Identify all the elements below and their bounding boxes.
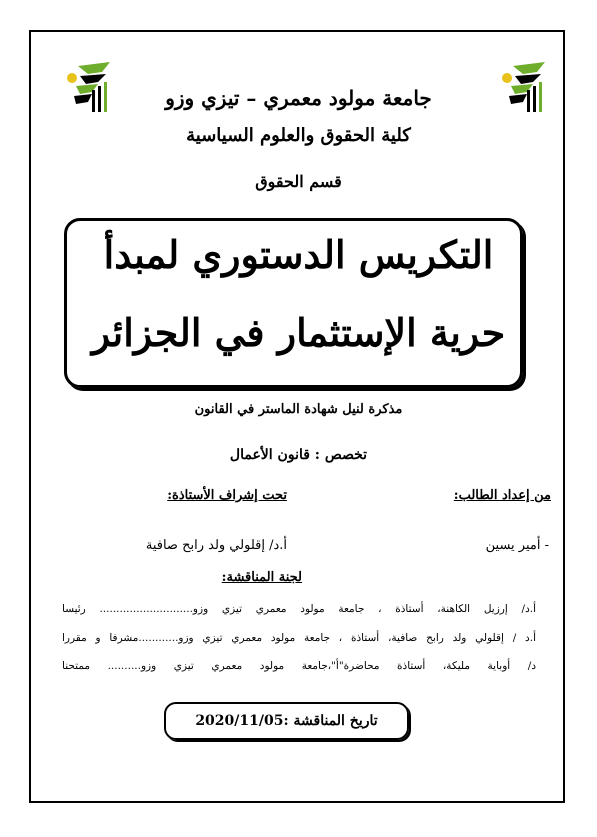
thesis-title-line-1: التكريس الدستوري لمبدأ bbox=[103, 232, 494, 277]
prepared-by-label: من إعداد الطالب: bbox=[453, 488, 551, 503]
university-name: جامعة مولود معمري – تيزي وزو bbox=[165, 86, 432, 110]
thesis-title-line-2: حرية الإستثمار في الجزائر bbox=[91, 310, 506, 355]
committee-member: أ.د / إقلولي ولد رابح صافية، أستاذة ، جامعة مولود معمري تيزي وزو............مشرفا و مقررا bbox=[62, 632, 536, 644]
supervised-by-label: تحت إشراف الأستاذة: bbox=[167, 488, 287, 503]
defense-date: تاريخ المناقشة :2020/11/05 bbox=[195, 713, 378, 729]
committee-member: أ.د/ إرزيل الكاهنة، أستاذة ، جامعة مولود معمري تيزي وزو............................ رئيسا bbox=[62, 603, 536, 615]
specialization: تخصص : قانون الأعمال bbox=[229, 447, 368, 463]
department-name: قسم الحقوق bbox=[255, 172, 342, 191]
student-name: - أمير يسين bbox=[485, 538, 549, 553]
supervisor-name: أ.د/ إقلولي ولد رابح صافية bbox=[145, 538, 287, 553]
committee-label: لجنة المناقشة: bbox=[221, 570, 302, 585]
committee-member: د/ أوباية مليكة، أستاذة محاضرة"أ"،جامعة مولود معمري تيزي وزو.......... ممتحنا bbox=[62, 660, 536, 672]
faculty-name: كلية الحقوق والعلوم السياسية bbox=[186, 125, 411, 146]
degree-statement: مذكرة لنيل شهادة الماستر في القانون bbox=[194, 402, 403, 417]
